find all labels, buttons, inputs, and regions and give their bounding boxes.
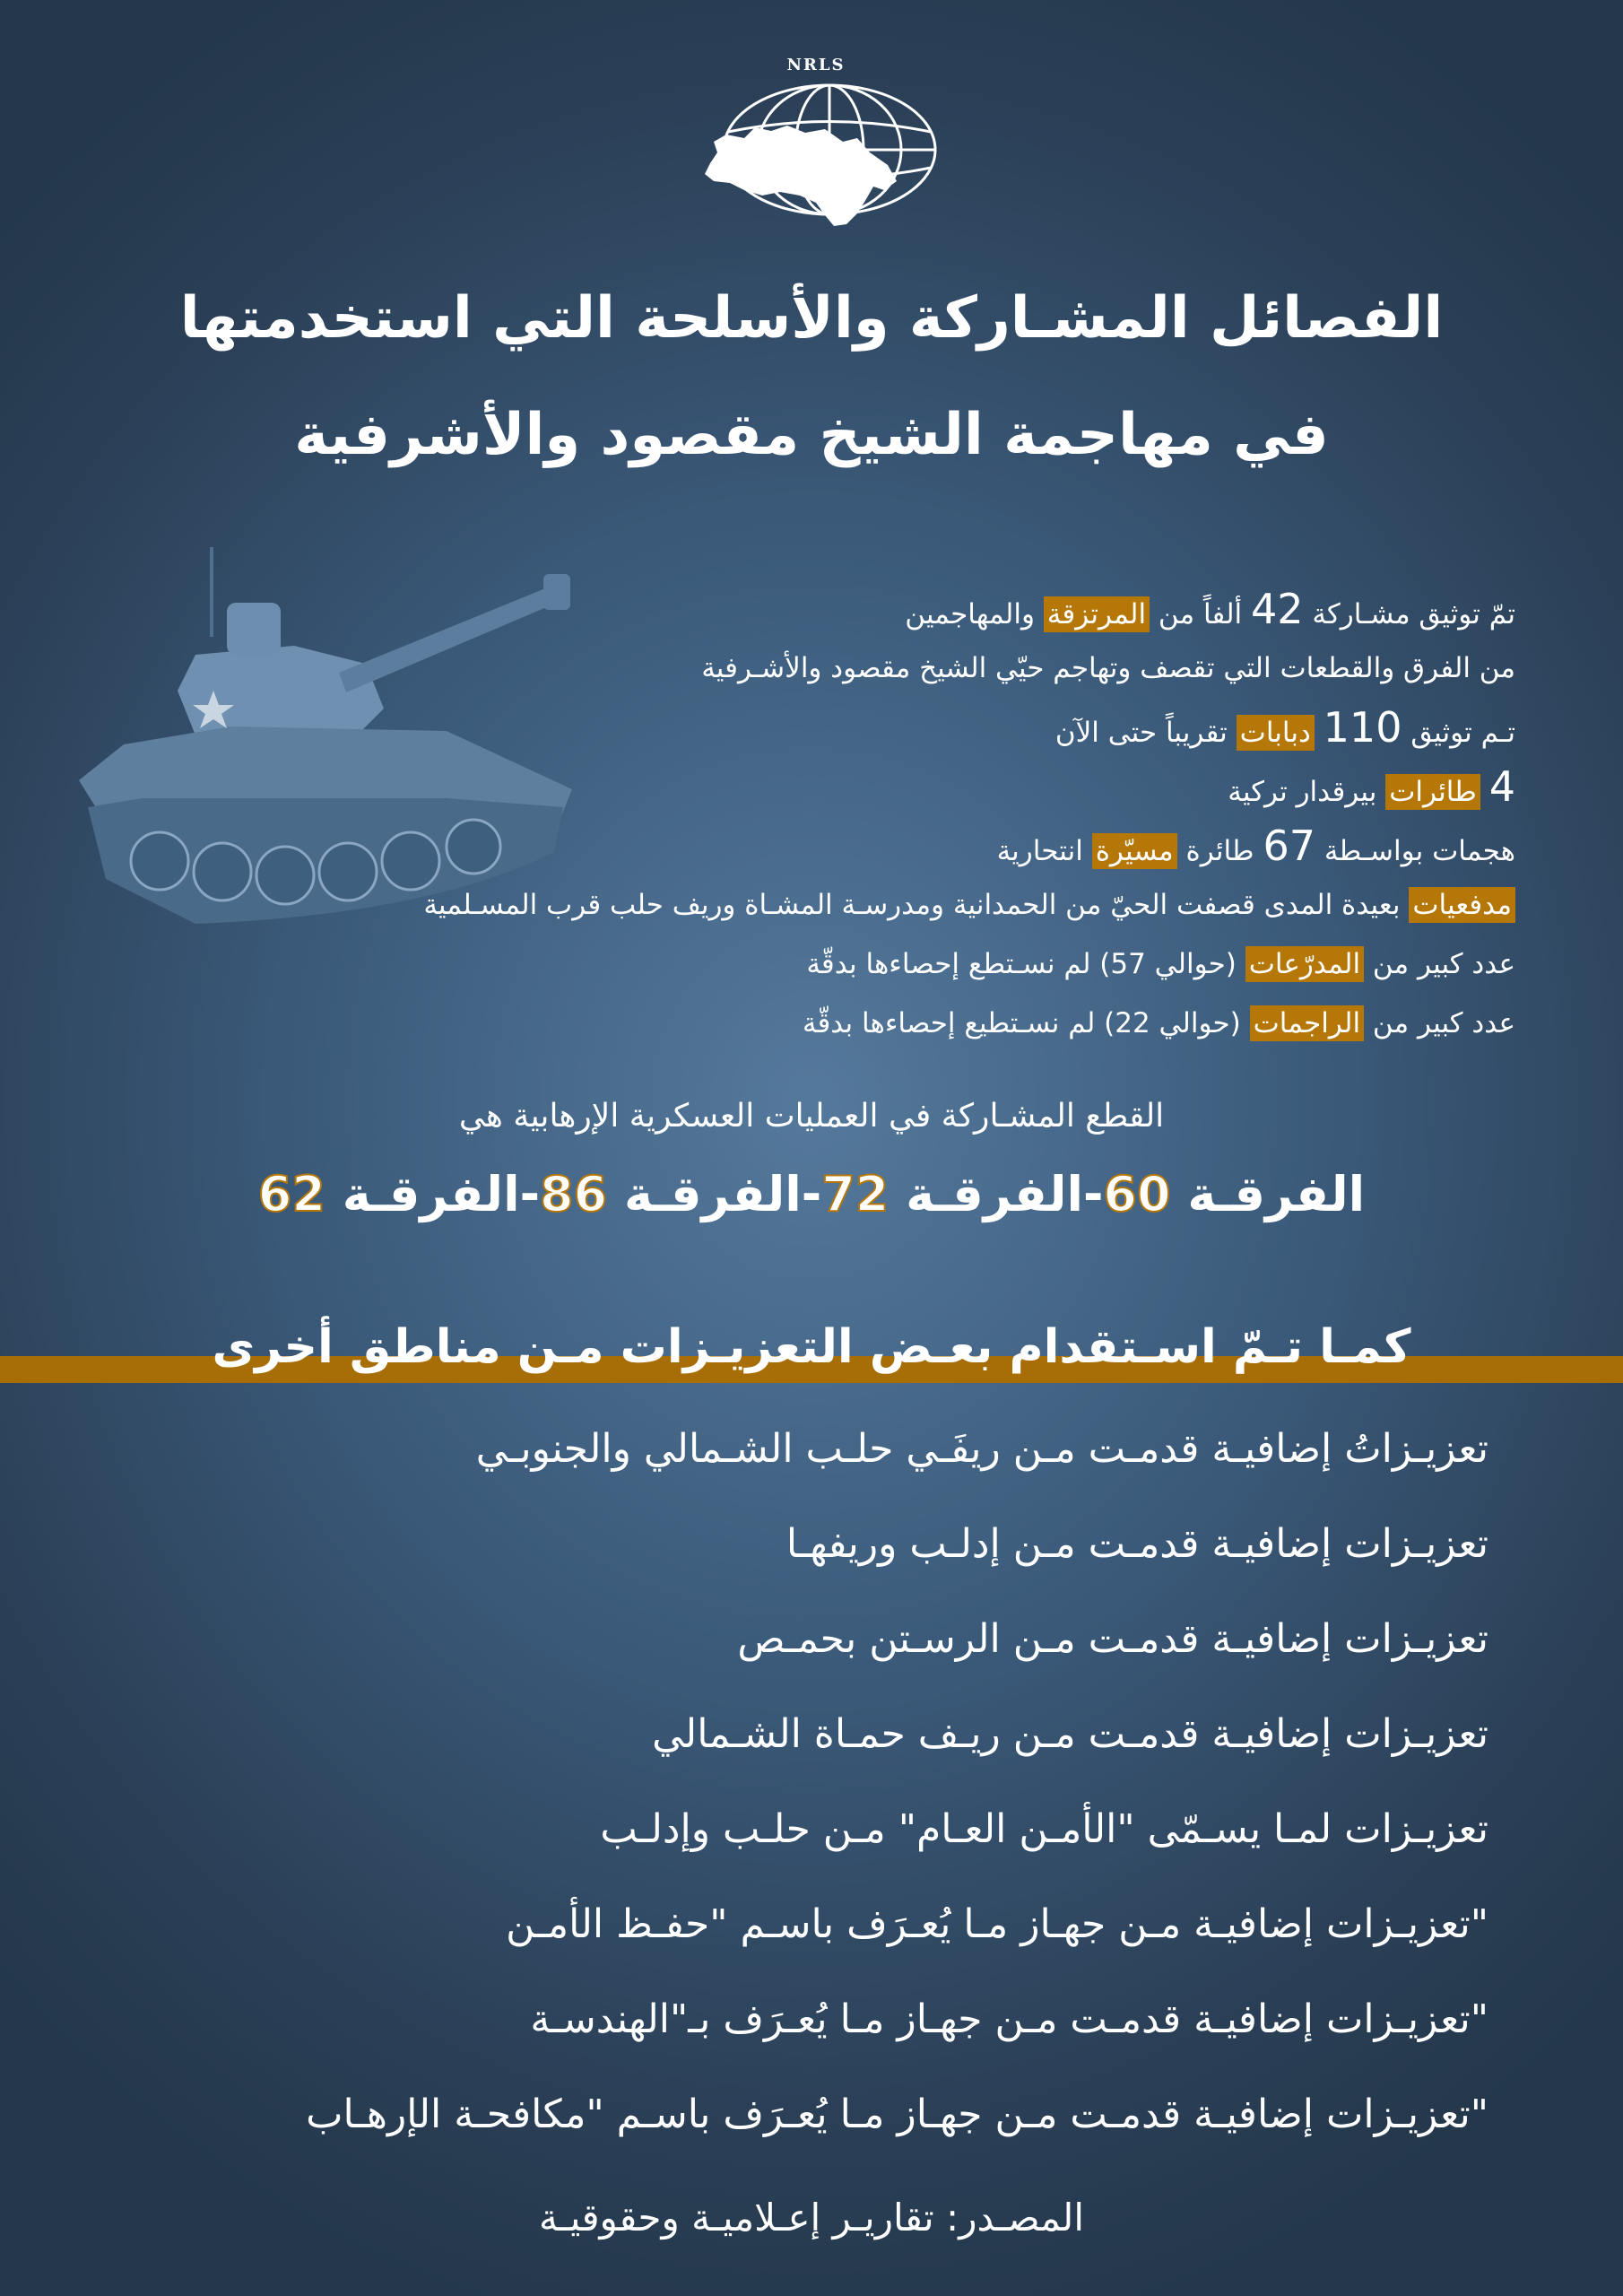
- unit-number: 62: [257, 1166, 325, 1222]
- list-item: "تعزيـزات إضافيـة قدمـت مـن جهـاز مـا يُعـرَف بـ"الهندسـة: [530, 1996, 1488, 2042]
- unit-label: الفرقـة: [1187, 1166, 1366, 1222]
- page-title-line2: في مهاجمة الشيخ مقصود والأشرفية: [294, 402, 1329, 468]
- fact-item: تمّ توثيق مشـاركة 42 ألفاً من المرتزقة والمهاجمين: [905, 585, 1515, 633]
- unit-label: الفرقـة: [342, 1166, 520, 1222]
- unit-number: 86: [540, 1166, 608, 1222]
- page-title-line1: الفصائل المشـاركة والأسلحة التي استخدمتها: [179, 285, 1444, 352]
- fact-item: مدفعيات بعيدة المدى قصفت الحيّ من الحمدانية ومدرسـة المشـاة وريف حلب قرب المسـلمية: [170, 875, 1515, 935]
- list-item: تعزيـزات لمـا يسـمّى "الأمـن العـام" مـن حلـب وإدلـب: [600, 1806, 1488, 1852]
- fact-item: عدد كبير من الراجمات (حوالي 22) لم نسـتطيع إحصاءها بدقّة: [802, 1007, 1515, 1039]
- units-list: الفرقـة 60-الفرقـة 72-الفرقـة 86-الفرقـة 62: [257, 1166, 1366, 1222]
- unit-label: الفرقـة: [623, 1166, 802, 1222]
- facts-list: [170, 579, 1515, 1053]
- fact-item: عدد كبير من المدرّعات (حوالي 57) لم نسـتطع إحصاءها بدقّة: [806, 948, 1515, 980]
- list-item: "تعزيـزات إضافيـة قدمـت مـن جهـاز مـا يُعـرَف باسـم "مكافحـة الإرهـاب: [306, 2092, 1488, 2137]
- list-item: تعزيـزات إضافيـة قدمـت مـن الرسـتن بحمـص: [737, 1616, 1488, 1662]
- unit-label: الفرقـة: [906, 1166, 1083, 1222]
- logo: [681, 56, 950, 262]
- fact-item: تـم توثيق 110 دبابات تقريباً حتى الآن: [1055, 703, 1515, 752]
- units-intro: القطع المشـاركة في العمليات العسكرية الإرهابية هي: [458, 1098, 1165, 1135]
- globe-map-icon: [681, 56, 950, 262]
- unit-number: 72: [821, 1166, 890, 1222]
- reinforcements-title: كمـا تـمّ اسـتقدام بعـض التعزيـزات مـن مناطق أخرى: [212, 1320, 1411, 1374]
- reinforcements-list: [143, 1417, 1488, 2178]
- list-item: تعزيـزات إضافيـة قدمـت مـن ريـف حمـاة الشـمالي: [652, 1711, 1488, 1757]
- list-item: "تعزيـزات إضافيـة مـن جهـاز مـا يُعـرَف باسـم "حفـظ الأمـن: [506, 1901, 1488, 1947]
- logo-text: NRLS: [786, 56, 846, 74]
- unit-number: 60: [1103, 1166, 1171, 1222]
- fact-item: هجمات بواسـطة 67 طائرة مسيّرة انتحارية: [996, 822, 1515, 870]
- list-item: تعزيـزاتُ إضافيـة قدمـت مـن ريفَـي حلـب الشـمالي والجنوبـي: [475, 1426, 1488, 1472]
- fact-item: من الفرق والقطعات التي تقصف وتهاجم حيّي الشيخ مقصود والأشـرفية: [701, 652, 1515, 684]
- source-note: المصـدر: تقاريـر إعـلاميـة وحقوقيـة: [538, 2196, 1085, 2239]
- list-item: تعزيـزات إضافيـة قدمـت مـن إدلـب وريفهـا: [785, 1521, 1488, 1567]
- fact-item: 4 طائرات بيرقدار تركية: [1228, 762, 1515, 811]
